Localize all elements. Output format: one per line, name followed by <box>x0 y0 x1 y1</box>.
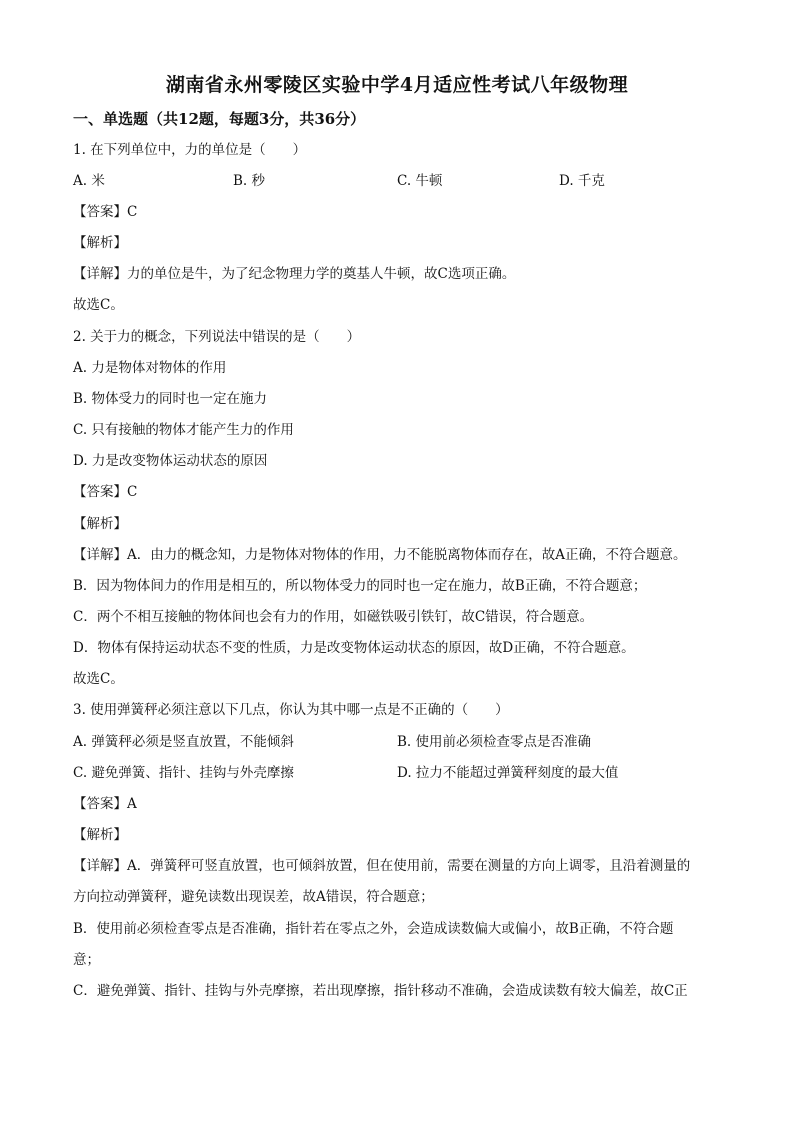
question-2-option-c: C. 只有接触的物体才能产生力的作用 <box>73 422 294 438</box>
question-1-option-a: A. 米 <box>73 173 105 189</box>
question-2-detail-c: C．两个不相互接触的物体间也会有力的作用，如磁铁吸引铁钉，故C错误，符合题意。 <box>73 609 594 625</box>
question-2-option-b: B. 物体受力的同时也一定在施力 <box>73 391 268 407</box>
question-3-option-b: B. 使用前必须检查零点是否准确 <box>397 734 592 750</box>
question-1-conclusion: 故选C。 <box>73 297 124 313</box>
question-3-option-c: C. 避免弹簧、指针、挂钩与外壳摩擦 <box>73 765 294 781</box>
question-1-option-d: D. 千克 <box>559 173 605 189</box>
question-2-option-a: A. 力是物体对物体的作用 <box>73 360 227 376</box>
question-2-detail-d: D．物体有保持运动状态不变的性质，力是改变物体运动状态的原因，故D正确，不符合题意。 <box>73 640 635 656</box>
question-2-detail-b: B．因为物体间力的作用是相互的，所以物体受力的同时也一定在施力，故B正确，不符合题意； <box>73 578 647 594</box>
question-3-detail-line-4: 意； <box>73 952 100 968</box>
document-title: 湖南省永州零陵区实验中学4月适应性考试八年级物理 <box>165 74 629 96</box>
question-3-detail-line-5: C．避免弹簧、指针、挂钩与外壳摩擦，若出现摩擦，指针移动不准确，会造成读数有较大偏差，故C正 <box>73 983 688 999</box>
question-3-analysis-label: 【解析】 <box>73 827 127 843</box>
question-3-detail-line-2: 方向拉动弹簧秤，避免读数出现误差，故A错误，符合题意； <box>73 889 434 905</box>
question-3-option-a: A. 弹簧秤必须是竖直放置，不能倾斜 <box>73 734 294 750</box>
question-2-option-d: D. 力是改变物体运动状态的原因 <box>73 453 268 469</box>
question-1-analysis-label: 【解析】 <box>73 235 127 251</box>
question-1-option-b: B. 秒 <box>233 173 266 189</box>
question-2-analysis-label: 【解析】 <box>73 516 127 532</box>
question-3-answer: 【答案】A <box>73 796 137 812</box>
question-1-stem: 1. 在下列单位中，力的单位是（ ） <box>73 142 307 158</box>
question-1-answer: 【答案】C <box>73 204 138 220</box>
question-3-detail-line-3: B．使用前必须检查零点是否准确，指针若在零点之外，会造成读数偏大或偏小，故B正确，不符合题 <box>73 921 674 937</box>
question-2-answer: 【答案】C <box>73 484 138 500</box>
question-2-detail-a: 【详解】A．由力的概念知，力是物体对物体的作用，力不能脱离物体而存在，故A正确，不符合题意。 <box>73 547 687 563</box>
question-3-detail-line-1: 【详解】A．弹簧秤可竖直放置，也可倾斜放置，但在使用前，需要在测量的方向上调零，且沿着测量的 <box>73 858 691 874</box>
question-1-option-c: C. 牛顿 <box>397 173 443 189</box>
section-heading: 一、单选题（共12题，每题3分，共36分） <box>73 110 366 128</box>
question-3-stem: 3. 使用弹簧秤必须注意以下几点，你认为其中哪一点是不正确的（ ） <box>73 702 509 718</box>
question-2-stem: 2. 关于力的概念，下列说法中错误的是（ ） <box>73 329 361 345</box>
question-2-conclusion: 故选C。 <box>73 671 124 687</box>
question-3-option-d: D. 拉力不能超过弹簧秤刻度的最大值 <box>397 765 619 781</box>
question-1-detail: 【详解】力的单位是牛，为了纪念物理力学的奠基人牛顿，故C选项正确。 <box>73 266 516 282</box>
